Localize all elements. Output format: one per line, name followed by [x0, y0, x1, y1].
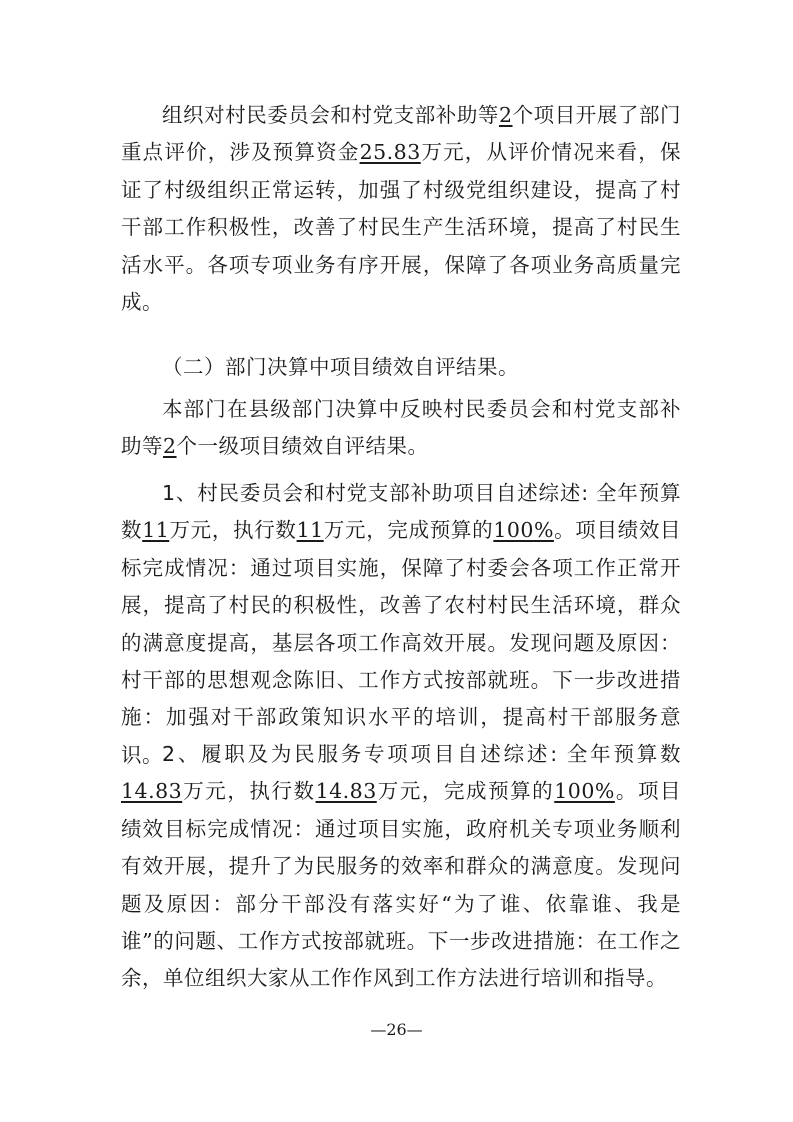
text-run: 。项目绩效目标完成情况：通过项目实施，保障了村委会各项工作正常开展，提高了村民的积极性，改善了农村村民生活环境，群众的满意度提高，基层各项工作高效开展。发现问题及原因：村干部的思想观念陈旧、工作方式按部就班。下一步改进措施：加强对干部政策知识水平的培训，提高村干部服务意识。	[121, 518, 682, 767]
text-run: 组织对村民委员会和村党支部补助等	[162, 103, 499, 127]
budget-amount: 25.83	[359, 140, 421, 165]
paragraph-evaluation-summary	[121, 97, 681, 321]
text-run: 万元，执行数	[169, 518, 297, 543]
executed-amount: 11	[296, 518, 324, 543]
annual-budget: 14.83	[121, 779, 183, 804]
text-run: 万元，完成预算的	[376, 779, 555, 804]
completion-rate: 100%	[554, 779, 615, 804]
page-number: —26—	[370, 1020, 423, 1039]
project-count: 2	[498, 103, 513, 127]
text-run: 全年预算数	[121, 481, 681, 543]
section-heading: （二）部门决算中项目绩效自评结果。	[162, 355, 519, 379]
project-count: 2	[163, 434, 177, 459]
text-run: 个一级项目绩效自评结果。	[176, 434, 429, 459]
text-run: 。项目绩效目标完成情况：通过项目实施，政府机关专项业务顺利有效开展，提升了为民服务的效率和群众的满意度。发现问题及原因：部分干部没有落实好“为了谁、依靠谁、我是谁”的问题、工作方式按部就班。下一步改进措施：在工作之余，单位组织大家从工作作风到工作方法进行培训和指导。	[121, 779, 682, 991]
item-village-committee-subsidy	[121, 475, 681, 774]
paragraph-self-evaluation-intro	[121, 391, 681, 466]
text-run: 本部门在县级部门决算中反映村民委员会和村党支部补助等	[121, 397, 681, 459]
text-run: 全年预算数	[557, 742, 681, 766]
executed-amount: 14.83	[315, 779, 377, 804]
text-run: 万元，执行数	[182, 779, 316, 804]
item-title: 2、履职及为民服务专项项目自述综述:	[162, 742, 558, 766]
item-public-service-project	[121, 736, 681, 998]
item-title: 1、村民委员会和村党支部补助项目自述综述:	[162, 481, 589, 505]
text-run: 万元，完成预算的	[323, 518, 494, 543]
completion-rate: 100%	[493, 518, 554, 543]
text-run: 个项目开展了部门重点评价，涉及预算资金	[121, 103, 681, 165]
annual-budget: 11	[142, 518, 170, 543]
text-run: 万元，从评价情况来看，保证了村级组织正常运转，加强了村级党组织建设，提高了村干部工作积极性，改善了村民生产生活环境，提高了村民生活水平。各项专项业务有序开展，保障了各项业务高质量完成。	[121, 140, 681, 315]
